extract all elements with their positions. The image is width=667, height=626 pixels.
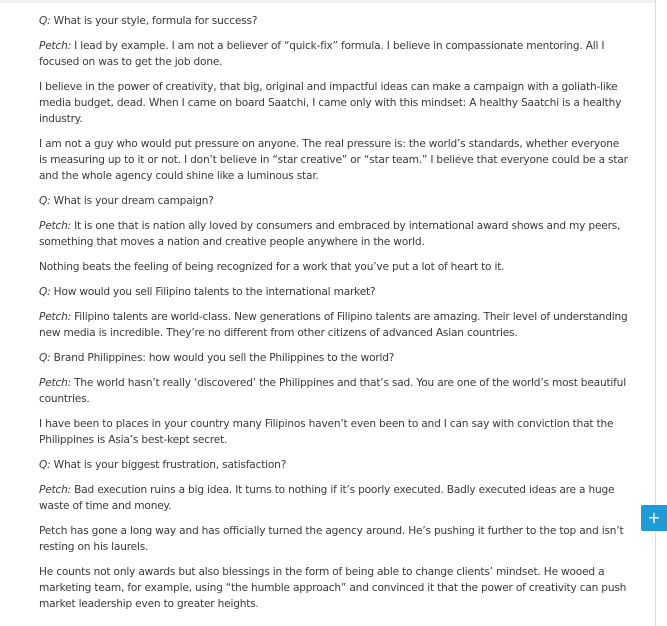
plus-icon: + <box>647 508 661 527</box>
paragraph <box>39 482 629 514</box>
speaker-label: Q: <box>39 195 51 207</box>
paragraph-text: Filipino talents are world-class. New generations of Filipino talents are amazing. Their level of understanding new media is incredible. They’re no different from other citizens of advanced Asian countries. <box>39 311 628 339</box>
paragraph <box>39 309 629 341</box>
add-button[interactable] <box>641 505 667 531</box>
speaker-label: Q: <box>39 352 51 364</box>
speaker-label: Petch: <box>39 377 71 389</box>
speaker-label: Petch: <box>39 484 71 496</box>
speaker-label: Petch: <box>39 311 71 323</box>
speaker-label: Q: <box>39 459 51 471</box>
paragraph <box>39 523 629 555</box>
paragraph-text: I have been to places in your country many Filipinos haven’t even been to and I can say with conviction that the Philippines is Asia’s best-kept secret. <box>39 418 614 446</box>
paragraph-text: Bad execution ruins a big idea. It turns to nothing if it’s poorly executed. Badly executed ideas are a huge waste of time and money. <box>39 484 615 512</box>
paragraph <box>39 564 629 612</box>
paragraph <box>39 416 629 448</box>
paragraph-text: How would you sell Filipino talents to the international market? <box>50 286 376 298</box>
paragraph <box>39 38 629 70</box>
paragraph-text: Petch has gone a long way and has officially turned the agency around. He’s pushing it further to the top and isn’t resting on his laurels. <box>39 525 624 553</box>
paragraph-text: I believe in the power of creativity, that big, original and impactful ideas can make a campaign with a goliath-like media budget, dead. When I came on board Saatchi, I came only with this mindset: A healthy Saatchi is a healthy industry. <box>39 81 622 125</box>
paragraph-text: The world hasn’t really ‘discovered’ the Philippines and that’s sad. You are one of the world’s most beautiful countries. <box>39 377 626 405</box>
paragraph <box>39 79 629 127</box>
paragraph-text: He counts not only awards but also blessings in the form of being able to change clients’ mindset. He wooed a marketing team, for example, using “the humble approach” and convinced it that the power of creativity can push market leadership even to greater heights. <box>39 566 627 610</box>
paragraph <box>39 284 629 300</box>
paragraph-text: I lead by example. I am not a believer of “quick-fix” formula. I believe in compassionate mentoring. All I focused on was to get the job done. <box>39 40 605 68</box>
paragraph <box>39 375 629 407</box>
paragraph-text: It is one that is nation ally loved by consumers and embraced by international award shows and my peers, something that moves a nation and creative people anywhere in the world. <box>39 220 621 248</box>
speaker-label: Petch: <box>39 220 71 232</box>
speaker-label: Q: <box>39 15 51 27</box>
paragraph <box>39 13 629 29</box>
paragraph-text: What is your dream campaign? <box>50 195 214 207</box>
paragraph <box>39 259 629 275</box>
paragraph <box>39 457 629 473</box>
paragraph <box>39 193 629 209</box>
paragraph-text: I am not a guy who would put pressure on anyone. The real pressure is: the world’s standards, whether everyone is measuring up to it or not. I don’t believe in “star creative” or “star team.” I believe that everyone could be a star and the whole agency could shine like a luminous star. <box>39 138 628 182</box>
paragraph-text: What is your style, formula for success? <box>50 15 258 27</box>
top-edge <box>0 0 655 3</box>
paragraph-text: What is your biggest frustration, satisfaction? <box>50 459 287 471</box>
paragraph <box>39 218 629 250</box>
sidebar-divider <box>655 0 656 626</box>
speaker-label: Q: <box>39 286 51 298</box>
article-body <box>39 13 629 621</box>
paragraph-text: Brand Philippines: how would you sell the Philippines to the world? <box>50 352 395 364</box>
paragraph <box>39 350 629 366</box>
paragraph-text: Nothing beats the feeling of being recognized for a work that you’ve put a lot of heart to it. <box>39 261 505 273</box>
speaker-label: Petch: <box>39 40 71 52</box>
paragraph <box>39 136 629 184</box>
